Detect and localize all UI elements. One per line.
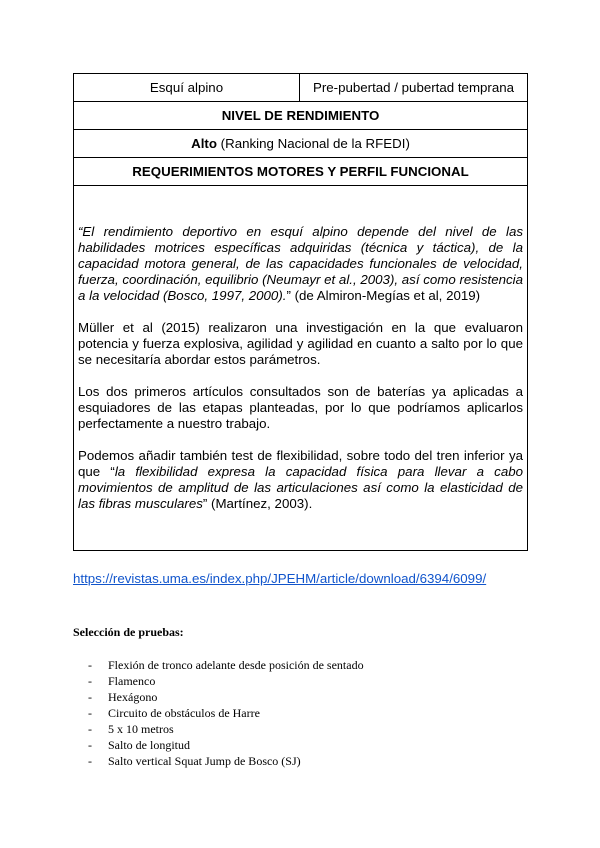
paragraph-3: Los dos primeros artículos consultados son de baterías ya aplicadas a esquiadores de las etapas planteadas, por lo que podríamos aplicarlos perfectamente a nuestro trabajo.	[78, 384, 523, 431]
paragraph-1-citation: ” (de Almiron-Megías et al, 2019)	[286, 288, 481, 303]
requirements-header-row	[74, 158, 528, 186]
list-item: - Salto de longitud	[88, 738, 190, 752]
list-item: - Flexión de tronco adelante desde posición de sentado	[88, 658, 364, 672]
header-row	[74, 74, 528, 102]
stage-cell: Pre-pubertad / pubertad temprana	[300, 74, 528, 102]
paragraph-1	[78, 224, 523, 304]
paragraph-4	[78, 448, 523, 512]
level-row	[74, 130, 528, 158]
paragraph-2: Müller et al (2015) realizaron una investigación en la que evaluaron potencia y fuerza explosiva, agilidad y agilidad en cuanto a salto por lo que se necesitaría abordar estos parámetros.	[78, 320, 523, 367]
list-item: - Circuito de obstáculos de Harre	[88, 706, 260, 720]
level-value: Alto	[191, 136, 217, 151]
article-link[interactable]: https://revistas.uma.es/index.php/JPEHM/article/download/6394/6099/	[73, 571, 487, 586]
list-item: - Flamenco	[88, 674, 156, 688]
level-cell	[74, 130, 528, 158]
sport-cell: Esquí alpino	[74, 74, 300, 102]
tests-title: Selección de pruebas:	[73, 625, 184, 639]
performance-header-row	[74, 102, 528, 130]
requirements-body	[74, 186, 528, 551]
tests-list	[88, 657, 364, 769]
level-description: (Ranking Nacional de la RFEDI)	[216, 136, 410, 151]
paragraph-1-quote: “El rendimiento deportivo en esquí alpino depende del nivel de las habilidades motrices específicas adquiridas (técnica y táctica), de la capacidad motora general, de las capacidades funcionales de velocidad, fuerza, coordinación, equilibrio (Neumayr et al., 2003), así como resistencia a la velocidad (Bosco, 1997, 2000).	[78, 224, 523, 303]
paragraph-4-start: Podemos añadir también test de flexibilidad, sobre todo del tren inferior ya que “	[78, 448, 523, 479]
test-profile-table	[73, 73, 528, 551]
requirements-header: REQUERIMIENTOS MOTORES Y PERFIL FUNCIONAL	[74, 158, 528, 186]
list-item: - Hexágono	[88, 690, 158, 704]
performance-header: NIVEL DE RENDIMIENTO	[74, 102, 528, 130]
list-item: - Salto vertical Squat Jump de Bosco (SJ)	[88, 754, 301, 768]
list-item: - 5 x 10 metros	[88, 722, 174, 736]
paragraph-4-citation: ” (Martínez, 2003).	[202, 496, 313, 511]
requirements-body-row	[74, 186, 528, 551]
paragraph-4-quote: la flexibilidad expresa la capacidad física para llevar a cabo movimientos de amplitud de las articulaciones así como la elasticidad de las fibras musculares	[78, 464, 523, 511]
